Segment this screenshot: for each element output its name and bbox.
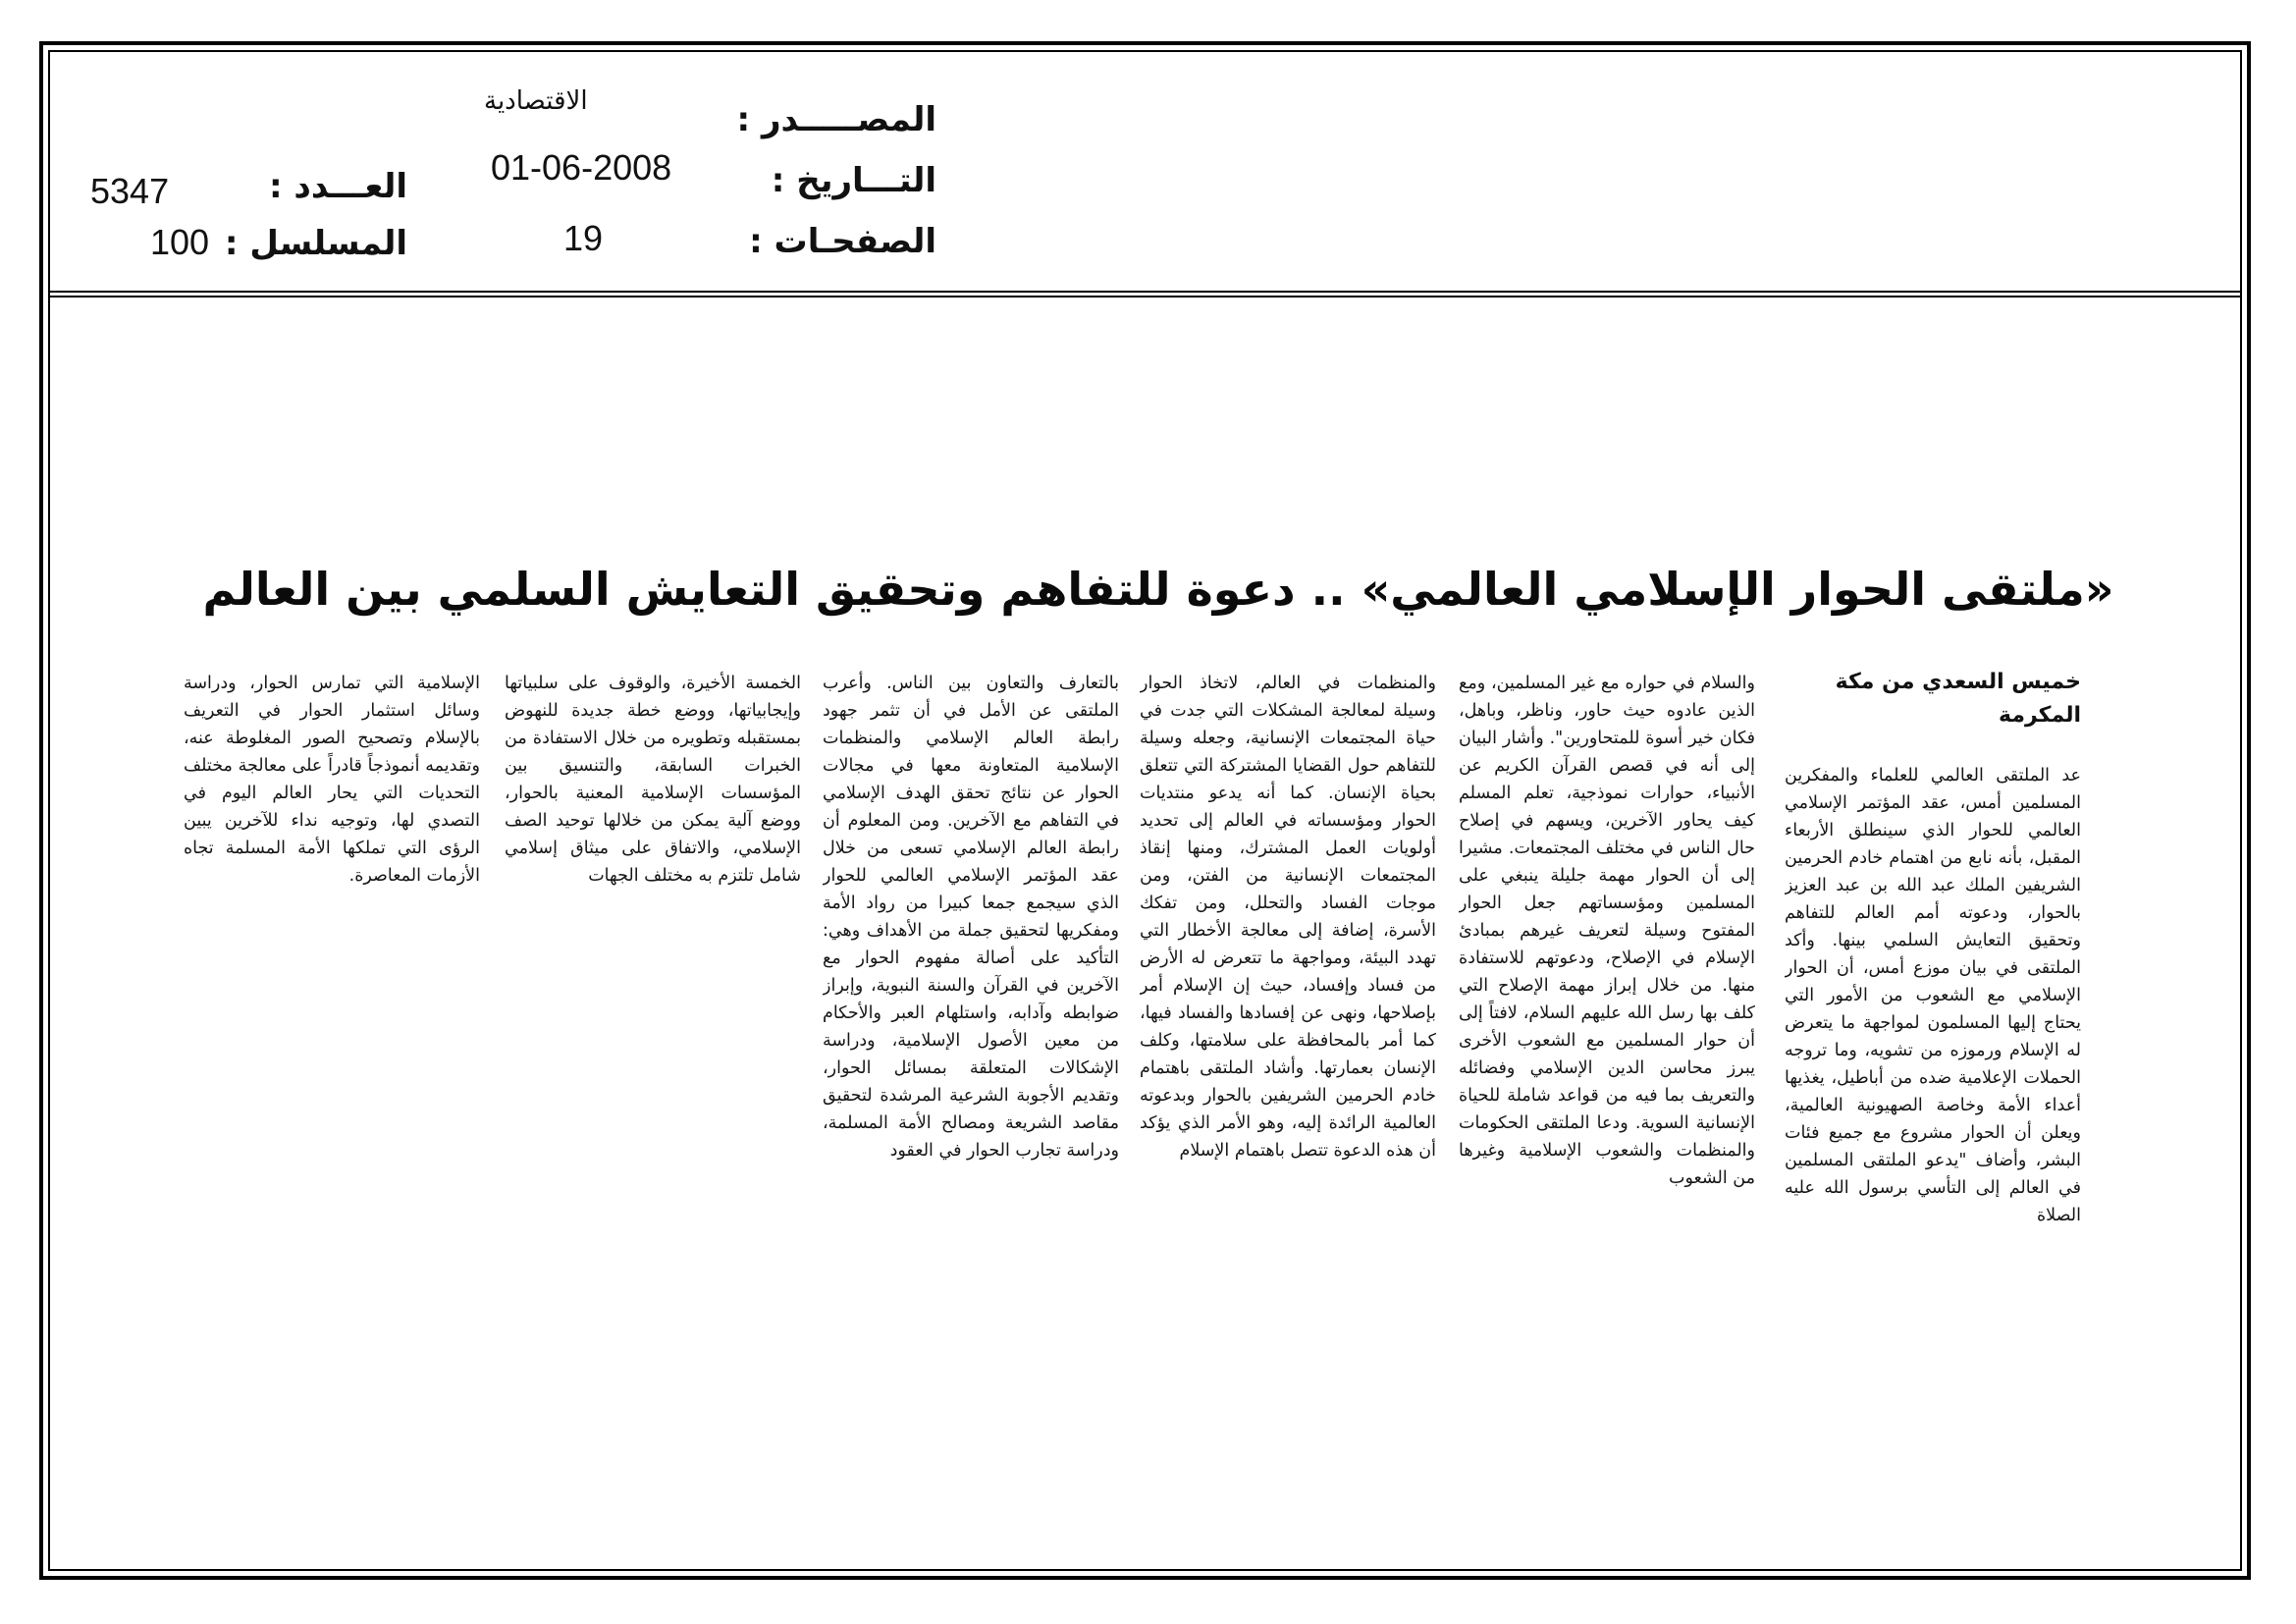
article-column-1	[1785, 762, 2081, 1355]
header-divider	[48, 291, 2242, 298]
date-value: 01-06-2008	[491, 147, 672, 188]
article-column-6	[184, 670, 480, 950]
pages-label: الصفحـات :	[749, 222, 936, 261]
serial-label: المسلسل :	[224, 224, 407, 263]
issue-label: العـــدد :	[269, 167, 407, 206]
column-text: والسلام في حواره مع غير المسلمين، ومع الذين عادوه حيث حاور، وناظر، وباهل، فكان خير أسوة للمتحاورين". وأشار البيان إلى أنه في قصص القرآن الكريم عن الأنبياء، حوارات نموذجية، تعلم المسلم كيف يحاور الآخرين، ويسهم في إصلاح حال الناس في مختلف المجتمعات. مشيرا إلى أن الحوار مهمة جليلة ينبغي على المسلمين ومؤسساتهم جعل الحوار المفتوح وسيلة لتعريف غيرهم بمبادئ الإسلام في الإصلاح، ودعوتهم للاستفادة منها. من خلال إبراز مهمة الإصلاح التي كلف بها رسل الله عليهم السلام، لافتاً إلى أن حوار المسلمين مع الشعوب الأخرى يبرز محاسن الدين الإسلامي وفضائله والتعريف بما فيه من قواعد شاملة للحياة الإنسانية السوية. ودعا الملتقى الحكومات والمنظمات والشعوب الإسلامية وغيرها من الشعوب	[1459, 674, 1755, 1188]
article-column-3	[1140, 670, 1436, 1347]
article-column-5	[505, 670, 801, 950]
column-text: والمنظمات في العالم، لاتخاذ الحوار وسيلة لمعالجة المشكلات التي جدت في حياة المجتمعات الإنسانية، وجعله وسيلة للتفاهم حول القضايا المشتركة التي تتعلق بحياة الإنسان. كما أنه يدعو منتديات الحوار ومؤسساته في العالم إلى تحديد أولويات العمل المشترك، ومنها إنقاذ المجتمعات الإنسانية من الفتن، ومن موجات الفساد والتحلل، ومن تفكك الأسرة، إضافة إلى معالجة الأخطار التي تهدد البيئة، ومواجهة ما تتعرض له الأرض من فساد وإفساد، حيث إن الإسلام أمر بإصلاحها، ونهى عن إفسادها والفساد فيها، كما أمر بالمحافظة على سلامتها، وكلف الإنسان بعمارتها. وأشاد الملتقى باهتمام خادم الحرمين الشريفين بالحوار وبدعوته العالمية الرائدة إليه، وهو الأمر الذي يؤكد أن هذه الدعوة تتصل باهتمام الإسلام	[1140, 674, 1436, 1161]
article-column-4	[823, 670, 1119, 1347]
date-label: التـــاريخ :	[771, 161, 936, 200]
column-text: بالتعارف والتعاون بين الناس. وأعرب الملتقى عن الأمل في أن تثمر جهود رابطة العالم الإسلامي والمنظمات الإسلامية المتعاونة معها في مجالات الحوار عن نتائج تحقق الهدف الإسلامي في التفاهم مع الآخرين. ومن المعلوم أن رابطة العالم الإسلامي تسعى من خلال عقد المؤتمر الإسلامي العالمي للحوار الذي سيجمع جمعا كبيرا من رواد الأمة ومفكريها لتحقيق جملة من الأهداف وهي: التأكيد على أصالة مفهوم الحوار مع الآخرين في القرآن والسنة النبوية، وإبراز ضوابطه وآدابه، واستلهام العبر والأحكام من معين الأصول الإسلامية، ودراسة الإشكالات المتعلقة بمسائل الحوار، وتقديم الأجوبة الشرعية المرشدة لتحقيق مقاصد الشريعة ومصالح الأمة المسلمة، ودراسة تجارب الحوار في العقود	[823, 674, 1119, 1161]
issue-value: 5347	[90, 171, 170, 211]
article-headline: «ملتقى الحوار الإسلامي العالمي» .. دعوة للتفاهم وتحقيق التعايش السلمي بين العالم	[202, 563, 2114, 616]
serial-value: 100	[150, 222, 210, 262]
pages-value: 19	[563, 218, 604, 258]
source-label: المصـــــدر :	[736, 100, 936, 139]
column-text: عد الملتقى العالمي للعلماء والمفكرين المسلمين أمس، عقد المؤتمر الإسلامي العالمي للحوار الذي سينطلق الأربعاء المقبل، بأنه نابع من اهتمام خادم الحرمين الشريفين الملك عبد الله بن عبد العزيز بالحوار، ودعوته أمم العالم للتفاهم وتحقيق التعايش السلمي بينها. وأكد الملتقى في بيان موزع أمس، أن الحوار الإسلامي مع الشعوب من الأمور التي يحتاج إليها المسلمون لمواجهة ما يتعرض له الإسلام ورموزه من تشويه، وما تروجه الحملات الإعلامية ضده من أباطيل، يغذيها أعداء الأمة وخاصة الصهيونية العالمية، ويعلن أن الحوار مشروع مع جميع فئات البشر، وأضاف "يدعو الملتقى المسلمين في العالم إلى التأسي برسول الله عليه الصلاة	[1785, 766, 2081, 1225]
article-byline: خميس السعدي من مكة المكرمة	[1835, 670, 2081, 728]
article-column-2	[1459, 670, 1755, 1347]
column-text: الخمسة الأخيرة، والوقوف على سلبياتها وإيجابياتها، ووضع خطة جديدة للنهوض بمستقبله وتطويره من خلال الاستفادة من الخبرات السابقة، والتنسيق بين المؤسسات الإسلامية المعنية بالحوار، ووضع آلية يمكن من خلالها توحيد الصف الإسلامي، والاتفاق على ميثاق إسلامي شامل تلتزم به مختلف الجهات	[505, 674, 801, 886]
column-text: الإسلامية التي تمارس الحوار، ودراسة وسائل استثمار الحوار في التعريف بالإسلام وتصحيح الصور المغلوطة عنه، وتقديمه أنموذجاً قادراً على معالجة مختلف التحديات التي يحار العالم اليوم في التصدي لها، وتوجيه نداء للآخرين يبين الرؤى التي تملكها الأمة المسلمة تجاه الأزمات المعاصرة.	[184, 674, 480, 886]
source-value: الاقتصادية	[484, 86, 588, 116]
